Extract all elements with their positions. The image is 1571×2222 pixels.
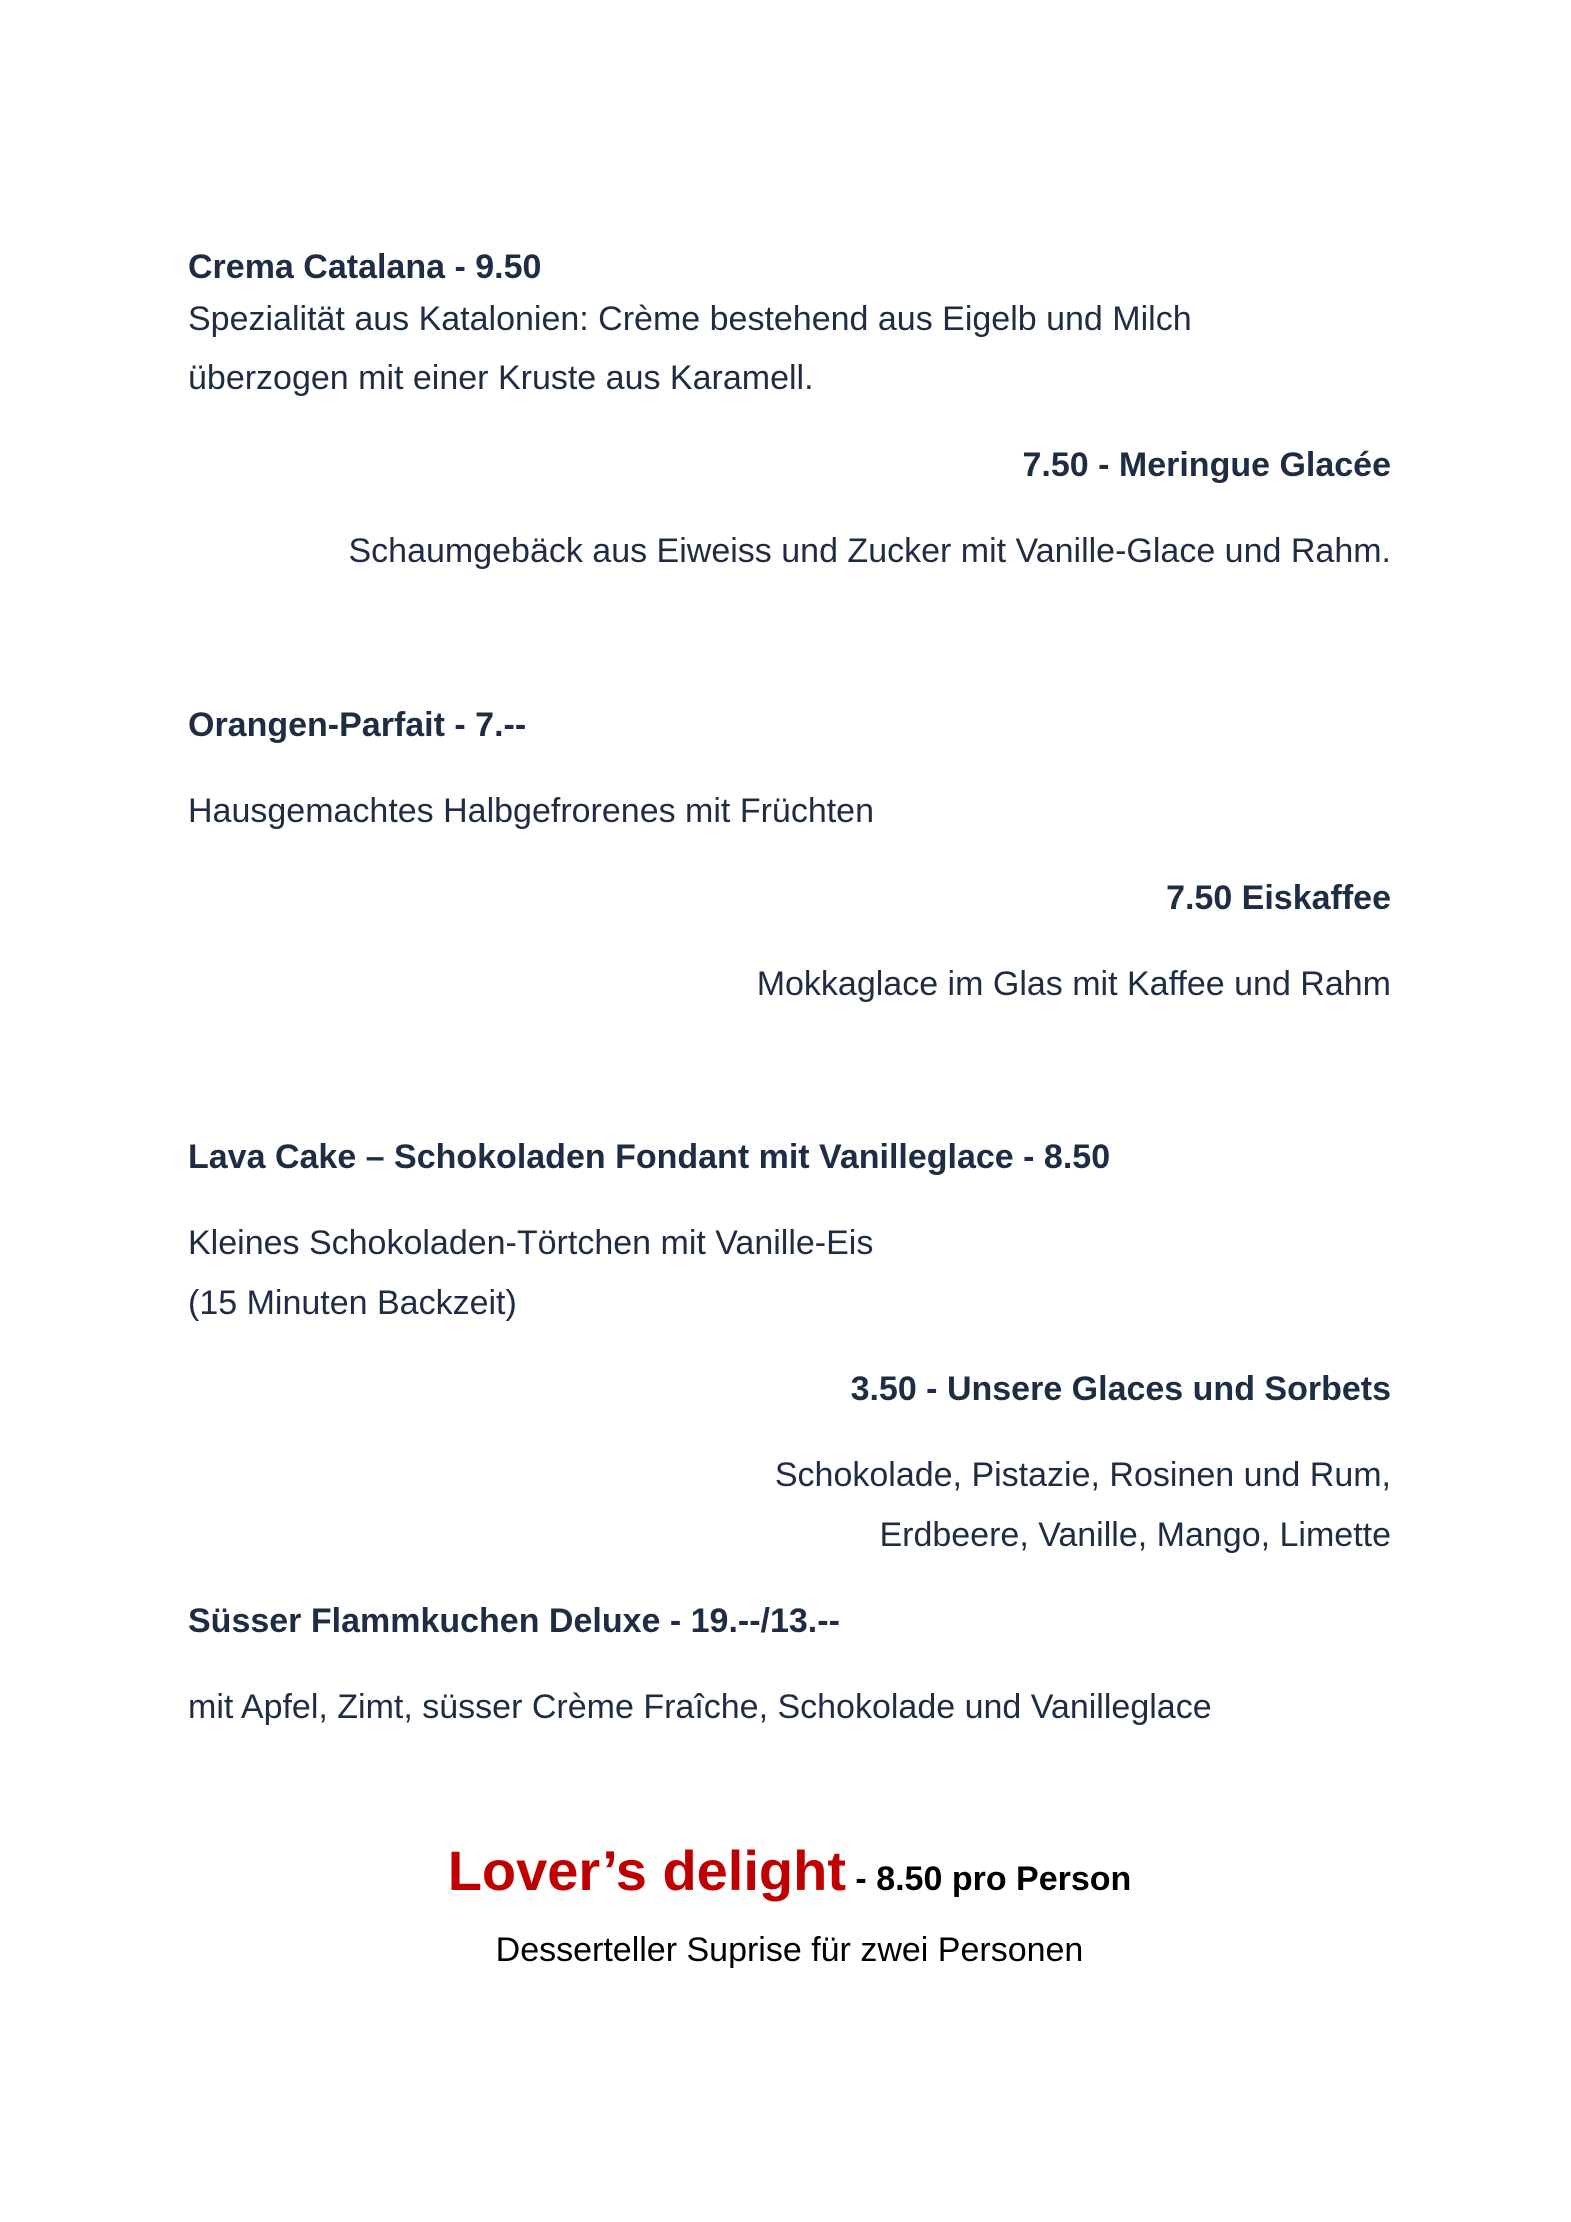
item-title-glaces-sorbets: 3.50 - Unsere Glaces und Sorbets: [850, 1370, 1391, 1408]
item-desc-lava-cake-1: Kleines Schokoladen-Törtchen mit Vanille-Eis: [188, 1224, 874, 1262]
item-title-suesser-flammkuchen: Süsser Flammkuchen Deluxe - 19.--/13.--: [188, 1602, 840, 1640]
item-title-meringue-glacee: 7.50 - Meringue Glacée: [1022, 446, 1391, 484]
item-title-crema-catalana: Crema Catalana - 9.50: [188, 248, 542, 286]
item-desc-crema-catalana-2: überzogen mit einer Kruste aus Karamell.: [188, 359, 814, 397]
item-desc-orangen-parfait: Hausgemachtes Halbgefrorenes mit Früchten: [188, 792, 874, 830]
special-name: Lover’s delight: [447, 1839, 846, 1902]
item-desc-lava-cake-2: (15 Minuten Backzeit): [188, 1284, 517, 1322]
item-desc-crema-catalana-1: Spezialität aus Katalonien: Crème bestehend aus Eigelb und Milch: [188, 300, 1192, 338]
item-title-orangen-parfait: Orangen-Parfait - 7.--: [188, 706, 527, 744]
item-desc-suesser-flammkuchen: mit Apfel, Zimt, süsser Crème Fraîche, Schokolade und Vanilleglace: [188, 1688, 1212, 1726]
item-desc-glaces-sorbets-2: Erdbeere, Vanille, Mango, Limette: [879, 1516, 1391, 1554]
item-title-eiskaffee: 7.50 Eiskaffee: [1166, 879, 1391, 917]
item-title-lava-cake: Lava Cake – Schokoladen Fondant mit Vanilleglace - 8.50: [188, 1138, 1111, 1176]
special-heading: [188, 1836, 1391, 1914]
dessert-menu-page: [188, 0, 1391, 2222]
item-desc-glaces-sorbets-1: Schokolade, Pistazie, Rosinen und Rum,: [774, 1456, 1391, 1494]
item-desc-eiskaffee: Mokkaglace im Glas mit Kaffee und Rahm: [756, 965, 1391, 1003]
special-desc: Desserteller Suprise für zwei Personen: [495, 1931, 1084, 1969]
item-desc-meringue-glacee: Schaumgebäck aus Eiweiss und Zucker mit Vanille-Glace und Rahm.: [348, 532, 1391, 570]
special-price: - 8.50 pro Person: [845, 1860, 1132, 1898]
